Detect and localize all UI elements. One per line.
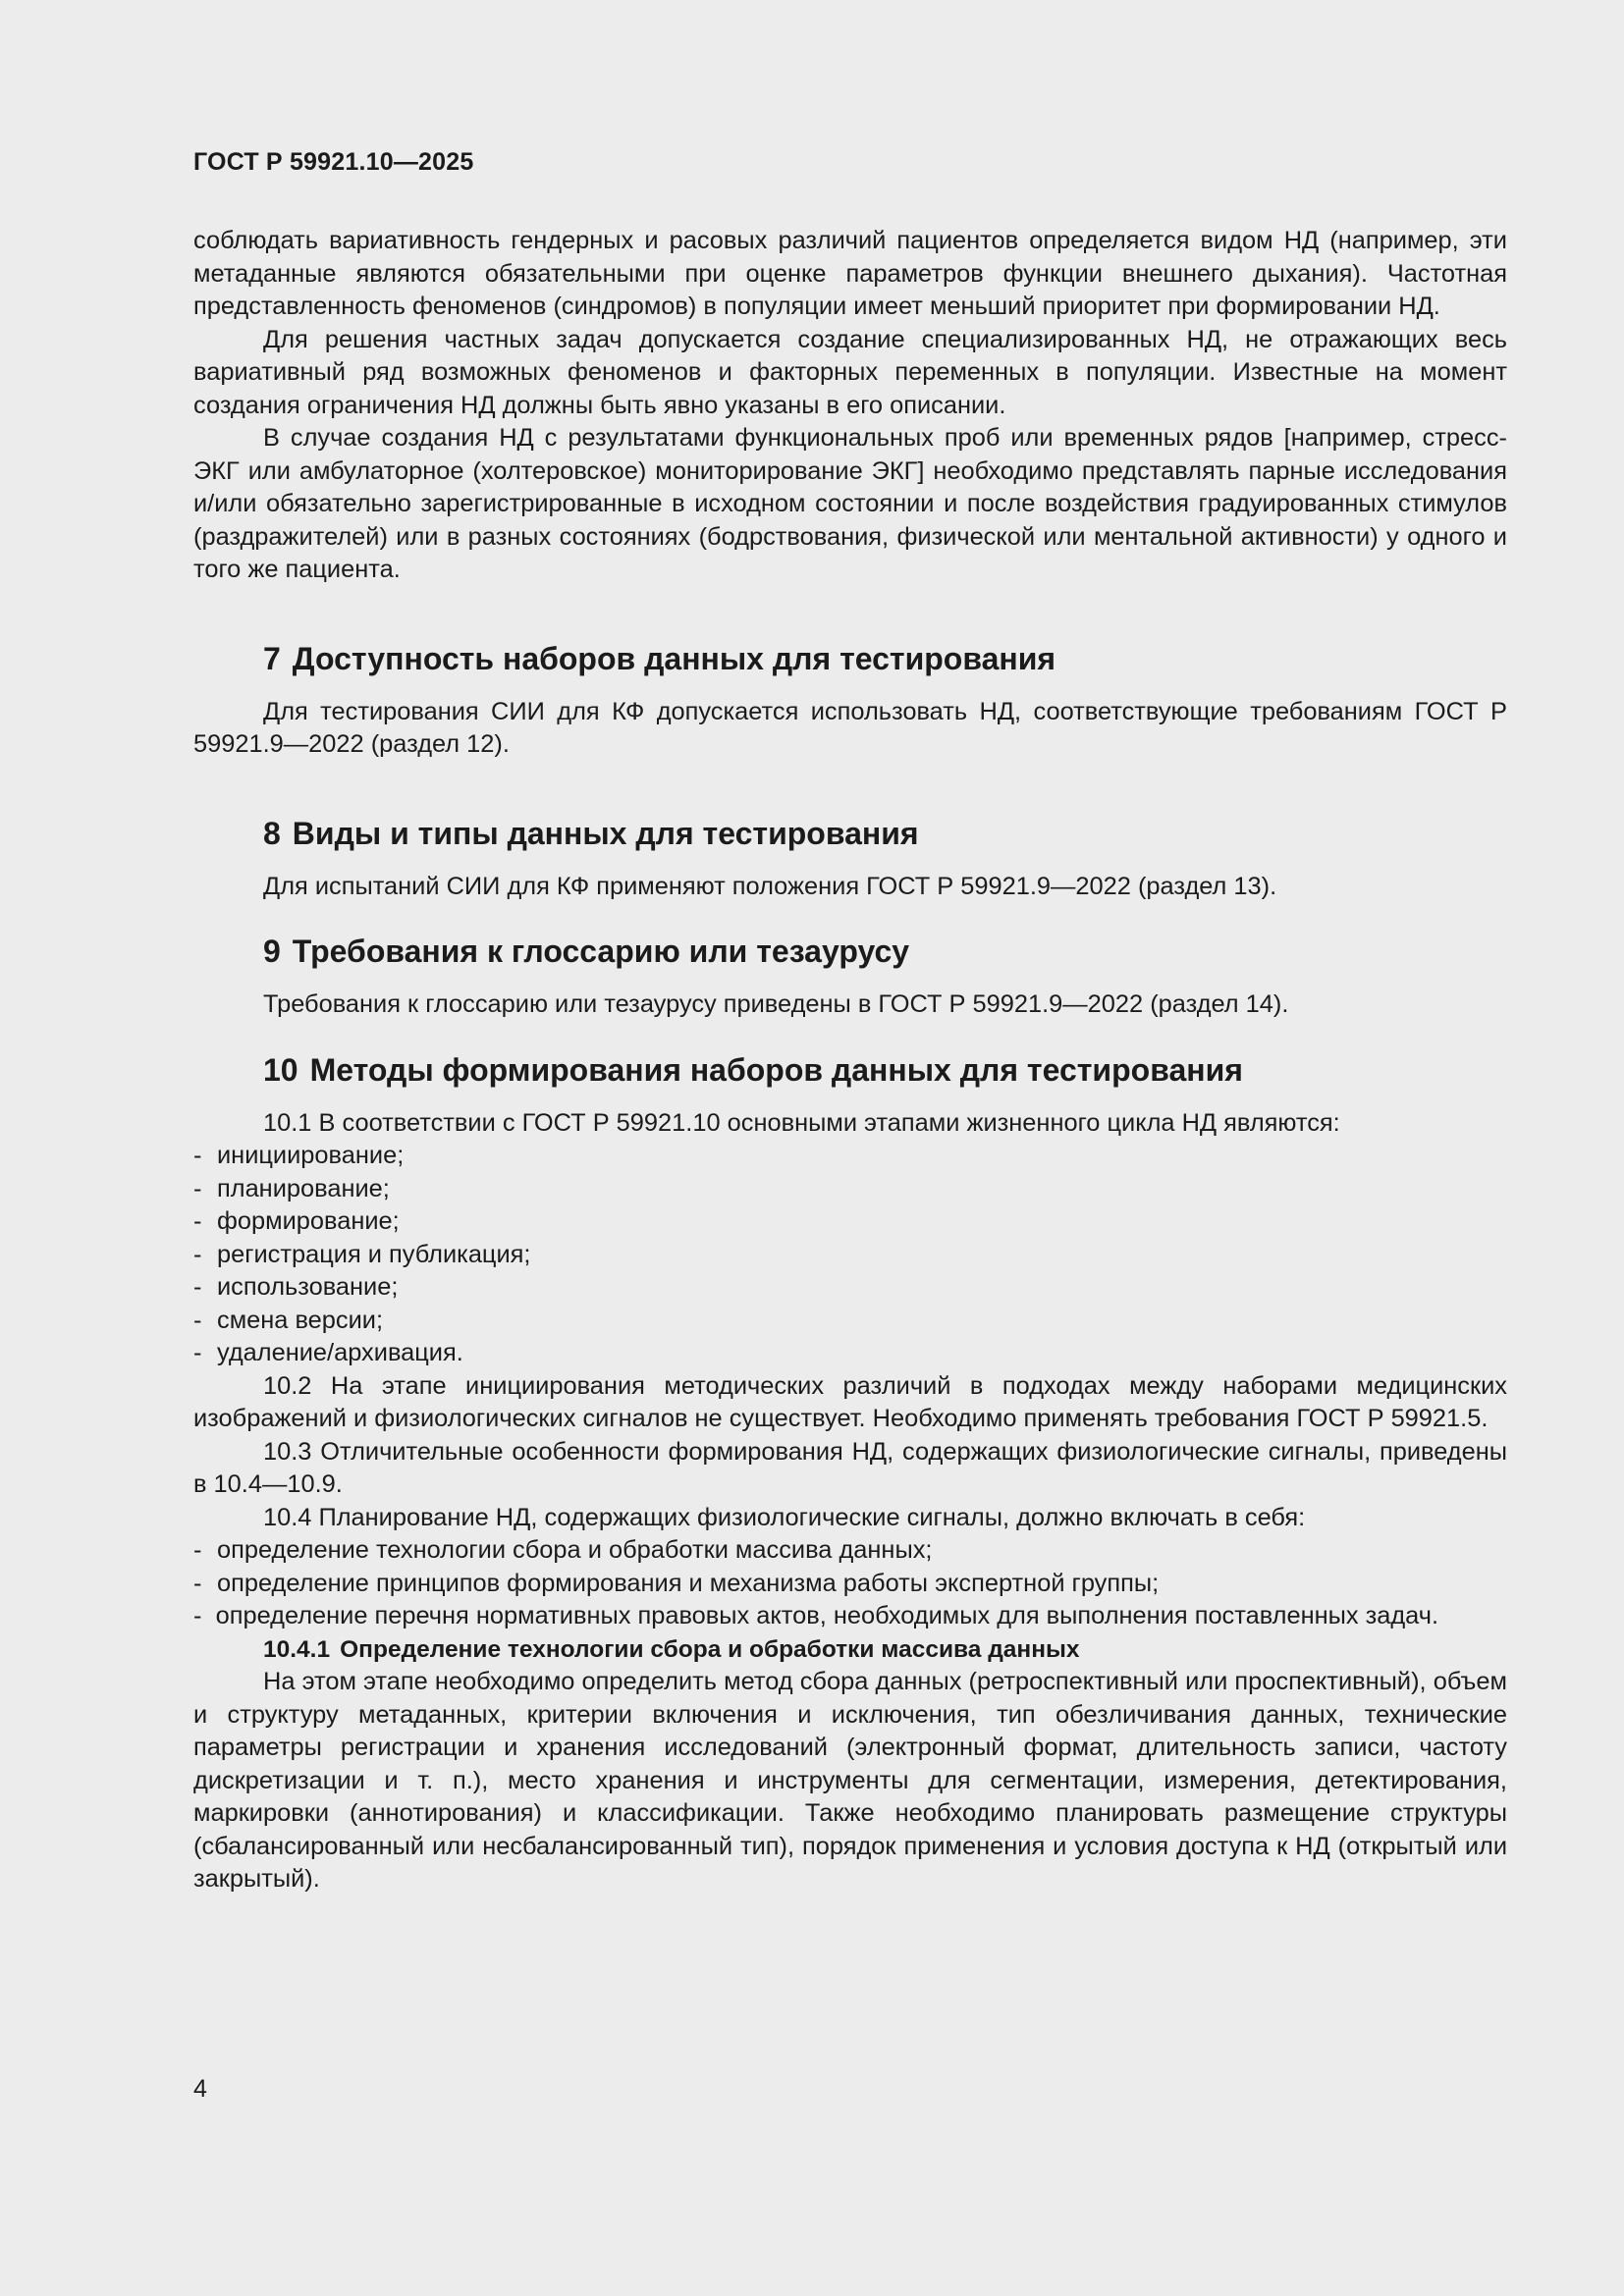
list-item: - инициирование; [193, 1142, 405, 1169]
section-10-heading [193, 1050, 1507, 1090]
list-item: - удаление/архивация. [193, 1339, 463, 1366]
list-item: - использование; [193, 1273, 399, 1301]
section-9-number: 9 [263, 934, 281, 969]
section-7-number: 7 [263, 640, 281, 676]
section-8-title: Виды и типы данных для тестирования [292, 815, 919, 851]
list-item: - планирование; [193, 1174, 390, 1202]
section-7-title: Доступность наборов данных для тестирования [292, 640, 1056, 676]
section-8-text: Для испытаний СИИ для КФ применяют положения ГОСТ Р 59921.9—2022 (раздел 13). [263, 872, 1277, 900]
list-item: - определение перечня нормативных правовых актов, необходимых для выполнения поставленных задач. [193, 1602, 1439, 1629]
subsection-10-4-1-text: На этом этапе необходимо определить метод сбора данных (ретроспективный или проспективный), объем и структуру метаданных, критерии включения и исключения, тип обезличивания данных, технические параметры регистрации и хранения исследований (электронный формат, длительность записи, частоту дискретизации и т. п.), место хранения и инструменты для сегментации, измерения, детектирования, маркировки (аннотирования) и классификации. Также необходимо планировать размещение структуры (сбалансированный или несбалансированный тип), порядок применения и условия доступа к НД (открытый или закрытый). [193, 1668, 1507, 1893]
section-9-heading [193, 932, 1507, 971]
list-item: - формирование; [193, 1207, 400, 1235]
page-content [193, 225, 1507, 1896]
planning-list [193, 1534, 1507, 1633]
subsection-10-4-1-title: Определение технологии сбора и обработки массива данных [340, 1635, 1080, 1663]
paragraph-10-3: 10.3 Отличительные особенности формирования НД, содержащих физиологические сигналы, приведены в 10.4—10.9. [193, 1437, 1507, 1498]
section-10-title: Методы формирования наборов данных для тестирования [309, 1051, 1243, 1088]
intro-paragraph-2: Для решения частных задач допускается создание специализированных НД, не отражающих весь вариативный ряд возможных феноменов и факторных переменных в популяции. Известные на момент создания ограничения НД должны быть явно указаны в его описании. [193, 325, 1507, 419]
list-item: - определение технологии сбора и обработки массива данных; [193, 1536, 933, 1564]
paragraph-10-2: 10.2 На этапе инициирования методических различий в подходах между наборами медицинских изображений и физиологических сигналов не существует. Необходимо применять требования ГОСТ Р 59921.5. [193, 1371, 1507, 1432]
section-9-text: Требования к глоссарию или тезаурусу приведены в ГОСТ Р 59921.9—2022 (раздел 14). [263, 990, 1289, 1018]
subsection-10-4-1-number: 10.4.1 [263, 1635, 331, 1663]
section-8-number: 8 [263, 815, 281, 851]
section-7-text: Для тестирования СИИ для КФ допускается использовать НД, соответствующие требованиям ГОСТ Р 59921.9—2022 (раздел 12). [193, 697, 1507, 758]
lifecycle-stages-list [193, 1140, 1507, 1370]
section-8-heading [193, 814, 1507, 853]
list-item: - смена версии; [193, 1306, 384, 1334]
list-item: - регистрация и публикация; [193, 1240, 531, 1268]
paragraph-10-1: 10.1 В соответствии с ГОСТ Р 59921.10 основными этапами жизненного цикла НД являются: [263, 1108, 1340, 1137]
page-number: 4 [193, 2075, 207, 2103]
intro-paragraph-1: соблюдать вариативность гендерных и расовых различий пациентов определяется видом НД (например, эти метаданные являются обязательными при оценке параметров функции внешнего дыхания). Частотная представленность феноменов (синдромов) в популяции имеет меньший приоритет при формировании НД. [193, 227, 1507, 320]
intro-paragraph-3: В случае создания НД с результатами функциональных проб или временных рядов [например, стресс-ЭКГ или амбулаторное (холтеровское) мониторирование ЭКГ] необходимо представлять парные исследования и/или обязательно зарегистрированные в исходном состоянии и после воздействия градуированных стимулов (раздражителей) или в разных состояниях (бодрствования, физической или ментальной активности) у одного и того же пациента. [193, 424, 1507, 583]
section-9-title: Требования к глоссарию или тезаурусу [292, 934, 910, 969]
section-10-number: 10 [263, 1051, 298, 1088]
document-code-header: ГОСТ Р 59921.10—2025 [193, 148, 474, 176]
paragraph-10-4: 10.4 Планирование НД, содержащих физиологические сигналы, должно включать в себя: [263, 1503, 1306, 1531]
list-item: - определение принципов формирования и механизма работы экспертной группы; [193, 1569, 1160, 1597]
subsection-10-4-1-heading [193, 1633, 1507, 1667]
section-7-heading [193, 639, 1507, 678]
